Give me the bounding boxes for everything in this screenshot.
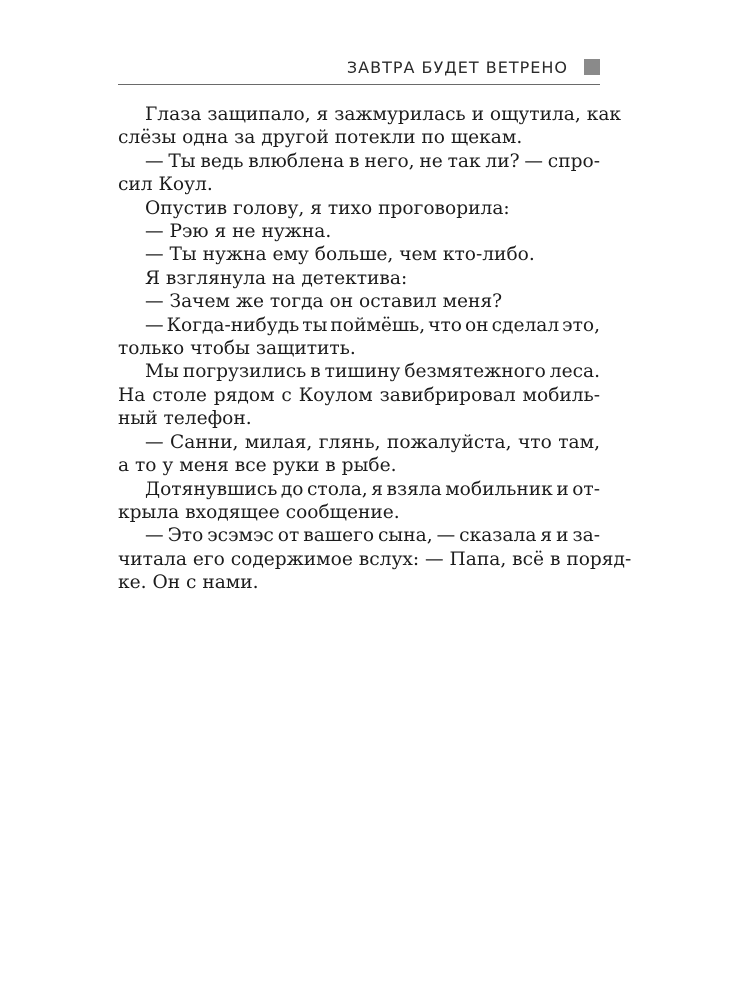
text-line: Глаза защипало, я зажмурилась и ощутила, как [145,104,622,125]
text-line: читала его содержимое вслух: — Папа, всё в поряд- [118,548,632,570]
text-line: — Рэю я не нужна. [145,221,332,243]
running-header [118,56,600,86]
text-line: Опустив голову, я тихо проговорила: [145,197,510,219]
paragraph [118,314,600,361]
paragraph [118,524,632,594]
paragraph [118,290,600,313]
text-line: слёзы одна за другой потекли по щекам. [118,127,523,149]
paragraph [118,103,622,150]
text-line: ке. Он с нами. [118,572,259,594]
paragraph [118,267,600,290]
text-line: — Ты ведь влюблена в него, не так ли? — спро- [145,150,600,172]
paragraph [118,431,600,478]
paragraph [118,150,600,197]
text-line: сил Коул. [118,174,213,196]
text-line: крыла входящее сообщение. [118,501,400,523]
text-line: только чтобы защитить. [118,338,356,360]
paragraph [118,478,600,525]
paragraph [118,243,600,266]
text-line: Дотянувшись до стола, я взяла мобильник и от- [145,478,600,500]
paragraph [118,197,600,220]
running-header-title: ЗАВТРА БУДЕТ ВЕТРЕНО [346,58,568,77]
text-line: — Это эсэмэс от вашего сына, — сказала я и за- [145,525,600,547]
body-text [118,103,632,595]
text-line: На столе рядом с Коулом завибрировал мобиль- [118,384,600,406]
text-line: — Ты нужна ему больше, чем кто-либо. [145,244,535,266]
header-rule [118,84,600,85]
text-line: Я взглянула на детектива: [145,267,408,289]
text-line: ный телефон. [118,408,252,430]
text-line: Мы погрузились в тишину безмятежного леса. [145,361,600,383]
paragraph [118,360,600,430]
header-square-marker [584,59,600,75]
text-line: — Санни, милая, глянь, пожалуйста, что там, [145,431,600,453]
paragraph [118,220,600,243]
text-line: а то у меня все руки в рыбе. [118,455,397,477]
text-line: — Зачем же тогда он оставил меня? [145,291,503,313]
text-line: — Когда-нибудь ты поймёшь, что он сделал это, [145,314,600,336]
